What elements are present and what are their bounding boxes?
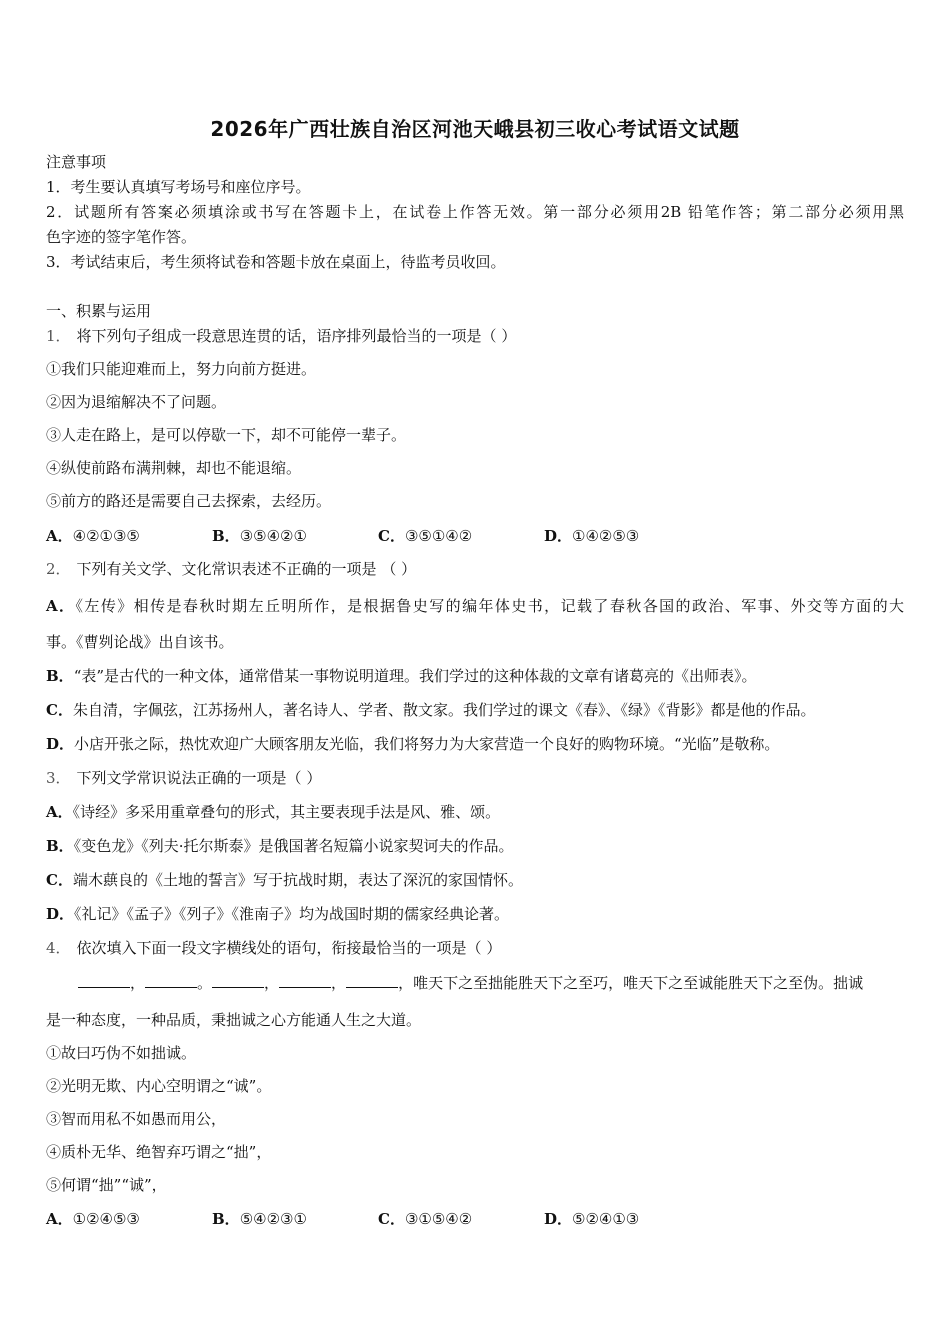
question-text: 下列有关文学、文化常识表述不正确的一项是 （ ） (76, 560, 417, 578)
choice-d[interactable]: D．①④②⑤③ (544, 527, 640, 545)
option-c[interactable]: C．端木蕻良的《土地的誓言》写于抗战时期，表达了深沉的家国情怀。 (46, 871, 523, 889)
choice-b[interactable]: B．③⑤④②① (212, 527, 307, 545)
question-text: 依次填入下面一段文字横线处的语句，衔接最恰当的一项是（ ） (76, 939, 502, 957)
list-item: ①我们只能迎难而上，努力向前方挺进。 (46, 360, 317, 378)
question-4-choices (46, 1209, 710, 1229)
list-item: ①故曰巧伪不如拙诚。 (46, 1044, 197, 1062)
fill-in-passage: ， 。 ， ， ，唯天下之至拙能胜天下之至巧，唯天下之至诚能胜天下之至伪。拙诚 (78, 973, 863, 993)
notice-item-2: 2．试题所有答案必须填涂或书写在答题卡上，在试卷上作答无效。第一部分必须用2B 铅笔作答；第二部分必须用黑 (46, 203, 904, 221)
choice-c[interactable]: C．③①⑤④② (378, 1210, 473, 1228)
list-item: ②光明无欺、内心空明谓之“诚”。 (46, 1077, 272, 1095)
blank-3[interactable] (212, 973, 264, 988)
list-item: ②因为退缩解决不了问题。 (46, 393, 227, 411)
option-c[interactable]: C．朱自清，字佩弦，江苏扬州人，著名诗人、学者、散文家。我们学过的课文《春》、《绿》《背影》都是他的作品。 (46, 701, 816, 719)
notice-item-3: 3．考试结束后，考生须将试卷和答题卡放在桌面上，待监考员收回。 (46, 253, 506, 271)
option-a-cont: 事。《曹刿论战》出自该书。 (46, 633, 234, 651)
blank-4[interactable] (279, 973, 331, 988)
question-4-stem (46, 938, 501, 958)
choice-d[interactable]: D．⑤②④①③ (544, 1210, 640, 1228)
option-d[interactable]: D．小店开张之际，热忱欢迎广大顾客朋友光临，我们将努力为大家营造一个良好的购物环境。“光临”是敬称。 (46, 735, 780, 753)
question-number: 3． (46, 769, 71, 787)
list-item: ③智而用私不如愚而用公， (46, 1110, 227, 1128)
question-number: 2． (46, 560, 71, 578)
list-item: ⑤何谓“拙”“诚”， (46, 1176, 167, 1194)
question-number: 1． (46, 327, 71, 345)
choice-a[interactable]: A．①②④⑤③ (46, 1210, 140, 1228)
list-item: ⑤前方的路还是需要自己去探索，去经历。 (46, 492, 332, 510)
question-1-stem (46, 326, 516, 346)
notice-item-1: 1．考生要认真填写考场号和座位序号。 (46, 178, 311, 196)
question-2-stem (46, 559, 416, 579)
question-1-choices (46, 526, 710, 546)
fill-in-passage-cont: 是一种态度，一种品质，秉拙诚之心方能通人生之大道。 (46, 1011, 422, 1029)
question-3-stem (46, 768, 321, 788)
option-b[interactable]: B．《变色龙》《列夫·托尔斯泰》是俄国著名短篇小说家契诃夫的作品。 (46, 837, 514, 855)
option-b[interactable]: B．“表”是古代的一种文体，通常借某一事物说明道理。我们学过的这种体裁的文章有诸葛亮的《出师表》。 (46, 667, 757, 685)
list-item: ④纵使前路布满荆棘，却也不能退缩。 (46, 459, 302, 477)
choice-a[interactable]: A．④②①③⑤ (46, 527, 140, 545)
question-number: 4． (46, 939, 71, 957)
choice-c[interactable]: C．③⑤①④② (378, 527, 473, 545)
list-item: ③人走在路上，是可以停歇一下，却不可能停一辈子。 (46, 426, 407, 444)
blank-2[interactable] (145, 973, 197, 988)
blank-5[interactable] (346, 973, 398, 988)
option-d[interactable]: D．《礼记》《孟子》《列子》《淮南子》均为战国时期的儒家经典论著。 (46, 905, 510, 923)
notice-heading: 注意事项 (46, 153, 107, 171)
page-title: 2026年广西壮族自治区河池天峨县初三收心考试语文试题 (210, 117, 740, 141)
section-heading: 一、积累与运用 (46, 302, 152, 320)
blank-1[interactable] (78, 973, 130, 988)
question-text: 下列文学常识说法正确的一项是（ ） (76, 769, 322, 787)
choice-b[interactable]: B．⑤④②③① (212, 1210, 307, 1228)
option-a[interactable]: A．《诗经》多采用重章叠句的形式，其主要表现手法是风、雅、颂。 (46, 803, 501, 821)
option-a[interactable]: A．《左传》相传是春秋时期左丘明所作，是根据鲁史写的编年体史书，记载了春秋各国的政治、军事、外交等方面的大 (46, 597, 904, 615)
notice-item-2-cont: 色字迹的签字笔作答。 (46, 228, 197, 246)
list-item: ④质朴无华、绝智弃巧谓之“拙”， (46, 1143, 272, 1161)
question-text: 将下列句子组成一段意思连贯的话，语序排列最恰当的一项是（ ） (76, 327, 517, 345)
